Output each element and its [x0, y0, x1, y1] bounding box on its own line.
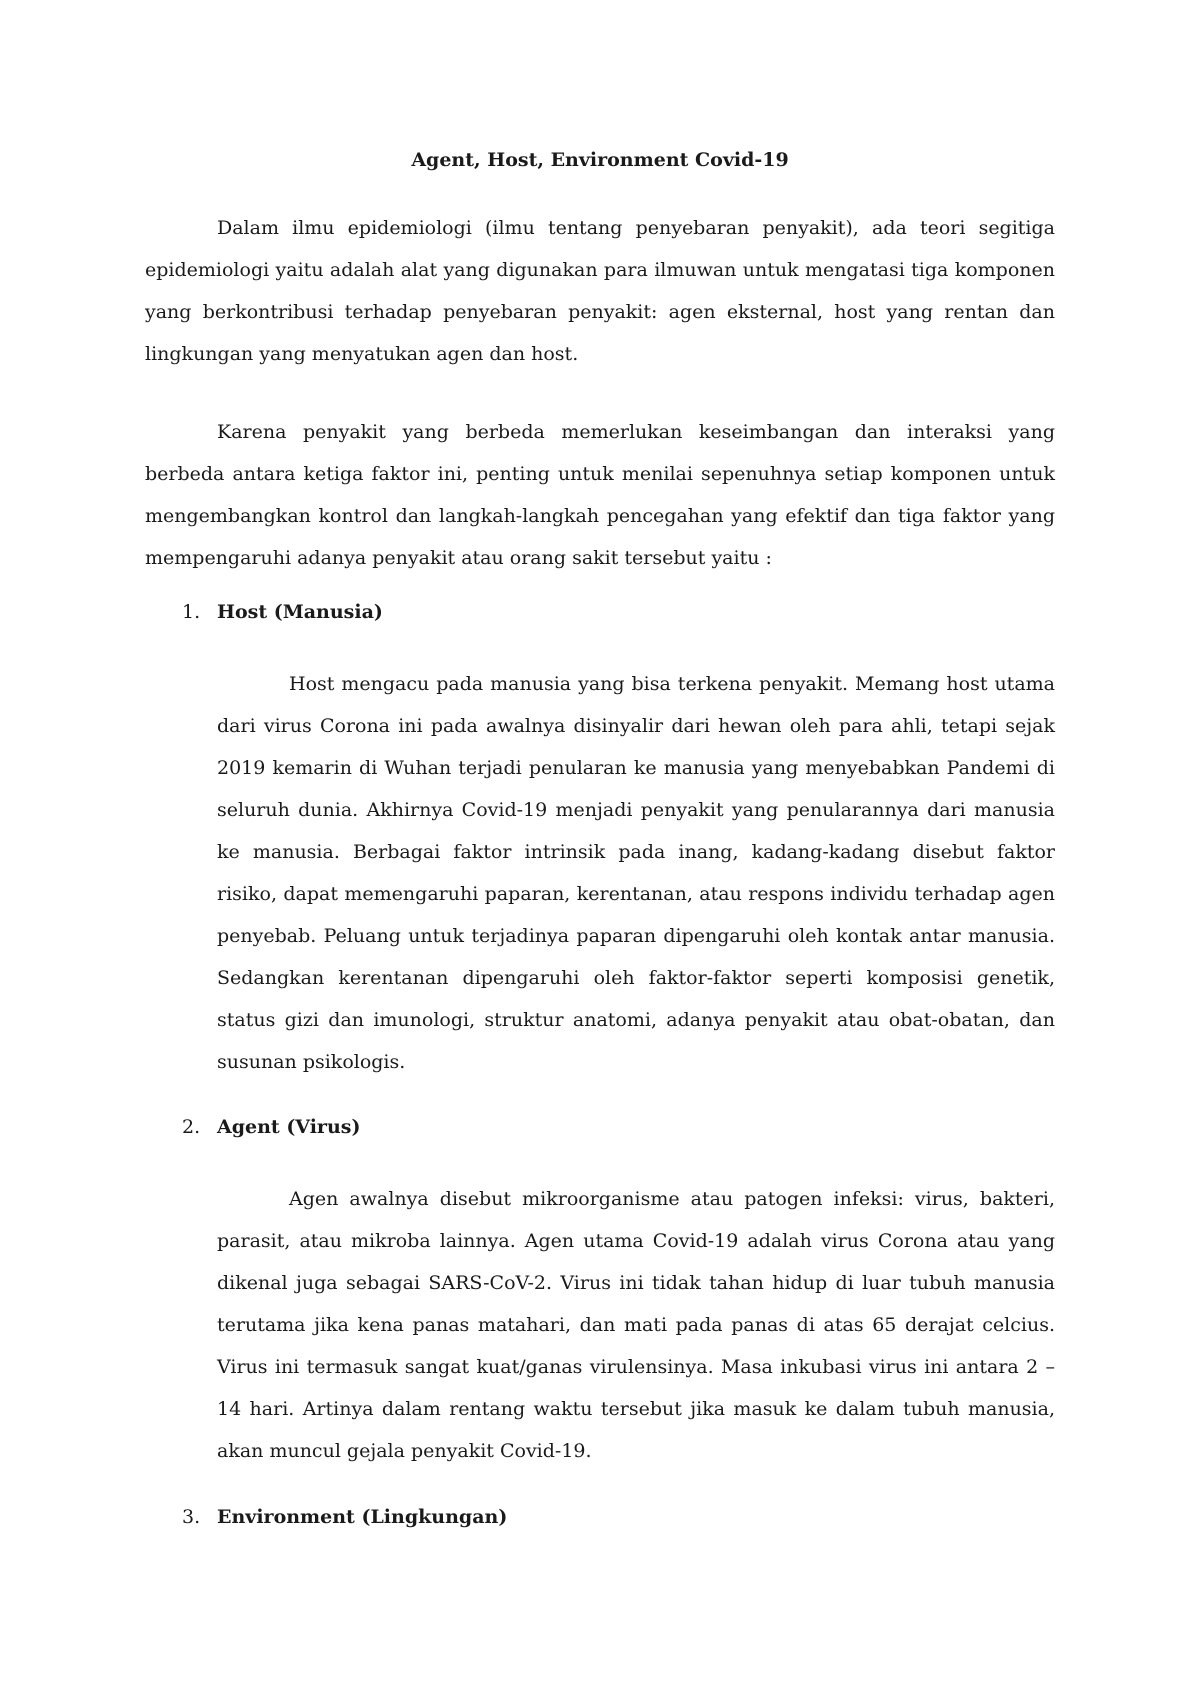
section-number: 2.	[182, 1116, 201, 1138]
intro-paragraph-2: Karena penyakit yang berbeda memerlukan keseimbangan dan interaksi yang berbeda antara ketiga faktor ini, penting untuk menilai sepenuhnya setiap komponen untuk mengembangkan kontrol dan langkah-langkah pencegahan yang efektif dan tiga faktor yang mempengaruhi adanya penyakit atau orang sakit tersebut yaitu :	[145, 421, 1055, 569]
section-number: 1.	[182, 601, 201, 623]
document-title: Agent, Host, Environment Covid-19	[411, 149, 789, 171]
section-heading-label: Host (Manusia)	[217, 601, 383, 623]
section-body-host: Host mengacu pada manusia yang bisa terkena penyakit. Memang host utama dari virus Corona ini pada awalnya disinyalir dari hewan oleh para ahli, tetapi sejak 2019 kemarin di Wuhan terjadi penularan ke manusia yang menyebabkan Pandemi di seluruh dunia. Akhirnya Covid-19 menjadi penyakit yang penularannya dari manusia ke manusia. Berbagai faktor intrinsik pada inang, kadang-kadang disebut faktor risiko, dapat memengaruhi paparan, kerentanan, atau respons individu terhadap agen penyebab. Peluang untuk terjadinya paparan dipengaruhi oleh kontak antar manusia. Sedangkan kerentanan dipengaruhi oleh faktor-faktor seperti komposisi genetik, status gizi dan imunologi, struktur anatomi, adanya penyakit atau obat-obatan, dan susunan psikologis.	[217, 673, 1055, 1073]
section-heading-agent	[145, 1112, 1055, 1142]
section-heading-label: Agent (Virus)	[217, 1116, 361, 1138]
section-heading-label: Environment (Lingkungan)	[217, 1506, 508, 1528]
section-number: 3.	[182, 1506, 201, 1528]
section-heading-environment	[145, 1502, 1055, 1532]
section-heading-host	[145, 597, 1055, 627]
intro-paragraph-1: Dalam ilmu epidemiologi (ilmu tentang penyebaran penyakit), ada teori segitiga epidemiologi yaitu adalah alat yang digunakan para ilmuwan untuk mengatasi tiga komponen yang berkontribusi terhadap penyebaran penyakit: agen eksternal, host yang rentan dan lingkungan yang menyatukan agen dan host.	[145, 217, 1055, 365]
section-body-agent: Agen awalnya disebut mikroorganisme atau patogen infeksi: virus, bakteri, parasit, atau mikroba lainnya. Agen utama Covid-19 adalah virus Corona atau yang dikenal juga sebagai SARS-CoV-2. Virus ini tidak tahan hidup di luar tubuh manusia terutama jika kena panas matahari, dan mati pada panas di atas 65 derajat celcius. Virus ini termasuk sangat kuat/ganas virulensinya. Masa inkubasi virus ini antara 2 – 14 hari. Artinya dalam rentang waktu tersebut jika masuk ke dalam tubuh manusia, akan muncul gejala penyakit Covid-19.	[217, 1188, 1055, 1462]
